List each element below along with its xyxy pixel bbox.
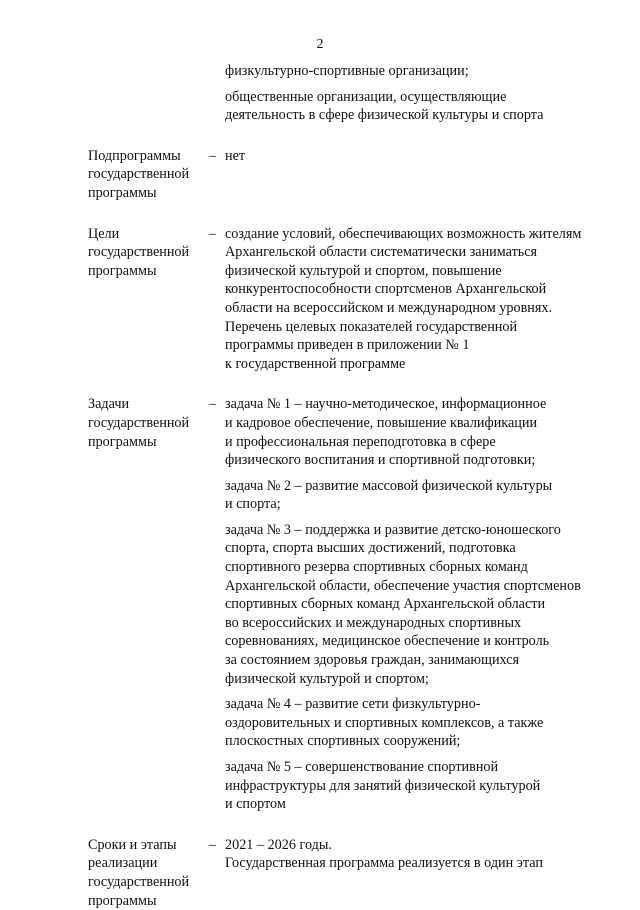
task-paragraph-2: задача № 2 – развитие массовой физической культуры и спорта; [225, 477, 553, 513]
section-label: Задачи государственной программы [88, 396, 190, 450]
section-paragraph: нет [225, 147, 246, 164]
section-text [225, 225, 618, 374]
intro-text [225, 62, 618, 125]
section-label: Цели государственной программы [88, 225, 190, 279]
task-paragraph-5: задача № 5 – совершенствование спортивной инфраструктуры для занятий физической культурой и спортом [225, 759, 541, 813]
section-label: Подпрограммы государственной программы [88, 147, 190, 201]
intro-paragraph-1: физкультурно-спортивные организации; [225, 63, 469, 79]
section-label: Сроки и этапы реализации государственной программы [88, 836, 190, 909]
section-dash: – [209, 396, 217, 413]
intro-row [88, 62, 618, 125]
section-dash: – [209, 225, 217, 242]
section-gap [88, 373, 618, 395]
section-goals [88, 225, 618, 374]
intro-paragraph-2: общественные организации, осуществляющие деятельность в сфере физической культуры и спорта [225, 88, 544, 124]
section-gap [88, 814, 618, 836]
section-gap [88, 125, 618, 147]
document-body [88, 62, 618, 910]
task-paragraph-1: задача № 1 – научно-методическое, информационное и кадровое обеспечение, повышение квалификации и профессиональная переподготовка в сфере физического воспитания и спортивной подготовки; [225, 396, 547, 469]
task-paragraph-3: задача № 3 – поддержка и развитие детско-юношеского спорта, спорта высших достижений, подготовка спортивного резерва спортивных сборных команд Архангельской области, обеспечение участия спортсменов спортивных сборных команд Архангельской области во всероссийских и международных спортивных соревнованиях, медицинское обеспечение и контроль за состоянием здоровья граждан, занимающихся физической культурой и спортом; [225, 521, 581, 687]
section-subprograms [88, 147, 618, 203]
section-tasks [88, 395, 618, 813]
task-paragraph-4: задача № 4 – развитие сети физкультурно- оздоровительных и спортивных комплексов, а также плоскостных спортивных сооружений; [225, 696, 544, 750]
section-gap [88, 203, 618, 225]
section-paragraph: 2021 – 2026 годы. Государственная программа реализуется в один этап [225, 836, 543, 872]
section-text [225, 395, 618, 813]
section-paragraph: создание условий, обеспечивающих возможность жителям Архангельской области систематически заниматься физической культурой и спортом, повышение конкурентоспособности спортсменов Архангельской области на всероссийском и международном уровнях. Перечень целевых показателей государственной программы приведен в приложении № 1 к государственной программе [225, 225, 582, 372]
section-timeline [88, 836, 618, 910]
section-text [225, 836, 618, 873]
page-number: 2 [316, 37, 324, 52]
section-text [225, 147, 618, 166]
section-dash: – [209, 147, 217, 164]
section-dash: – [209, 836, 217, 853]
